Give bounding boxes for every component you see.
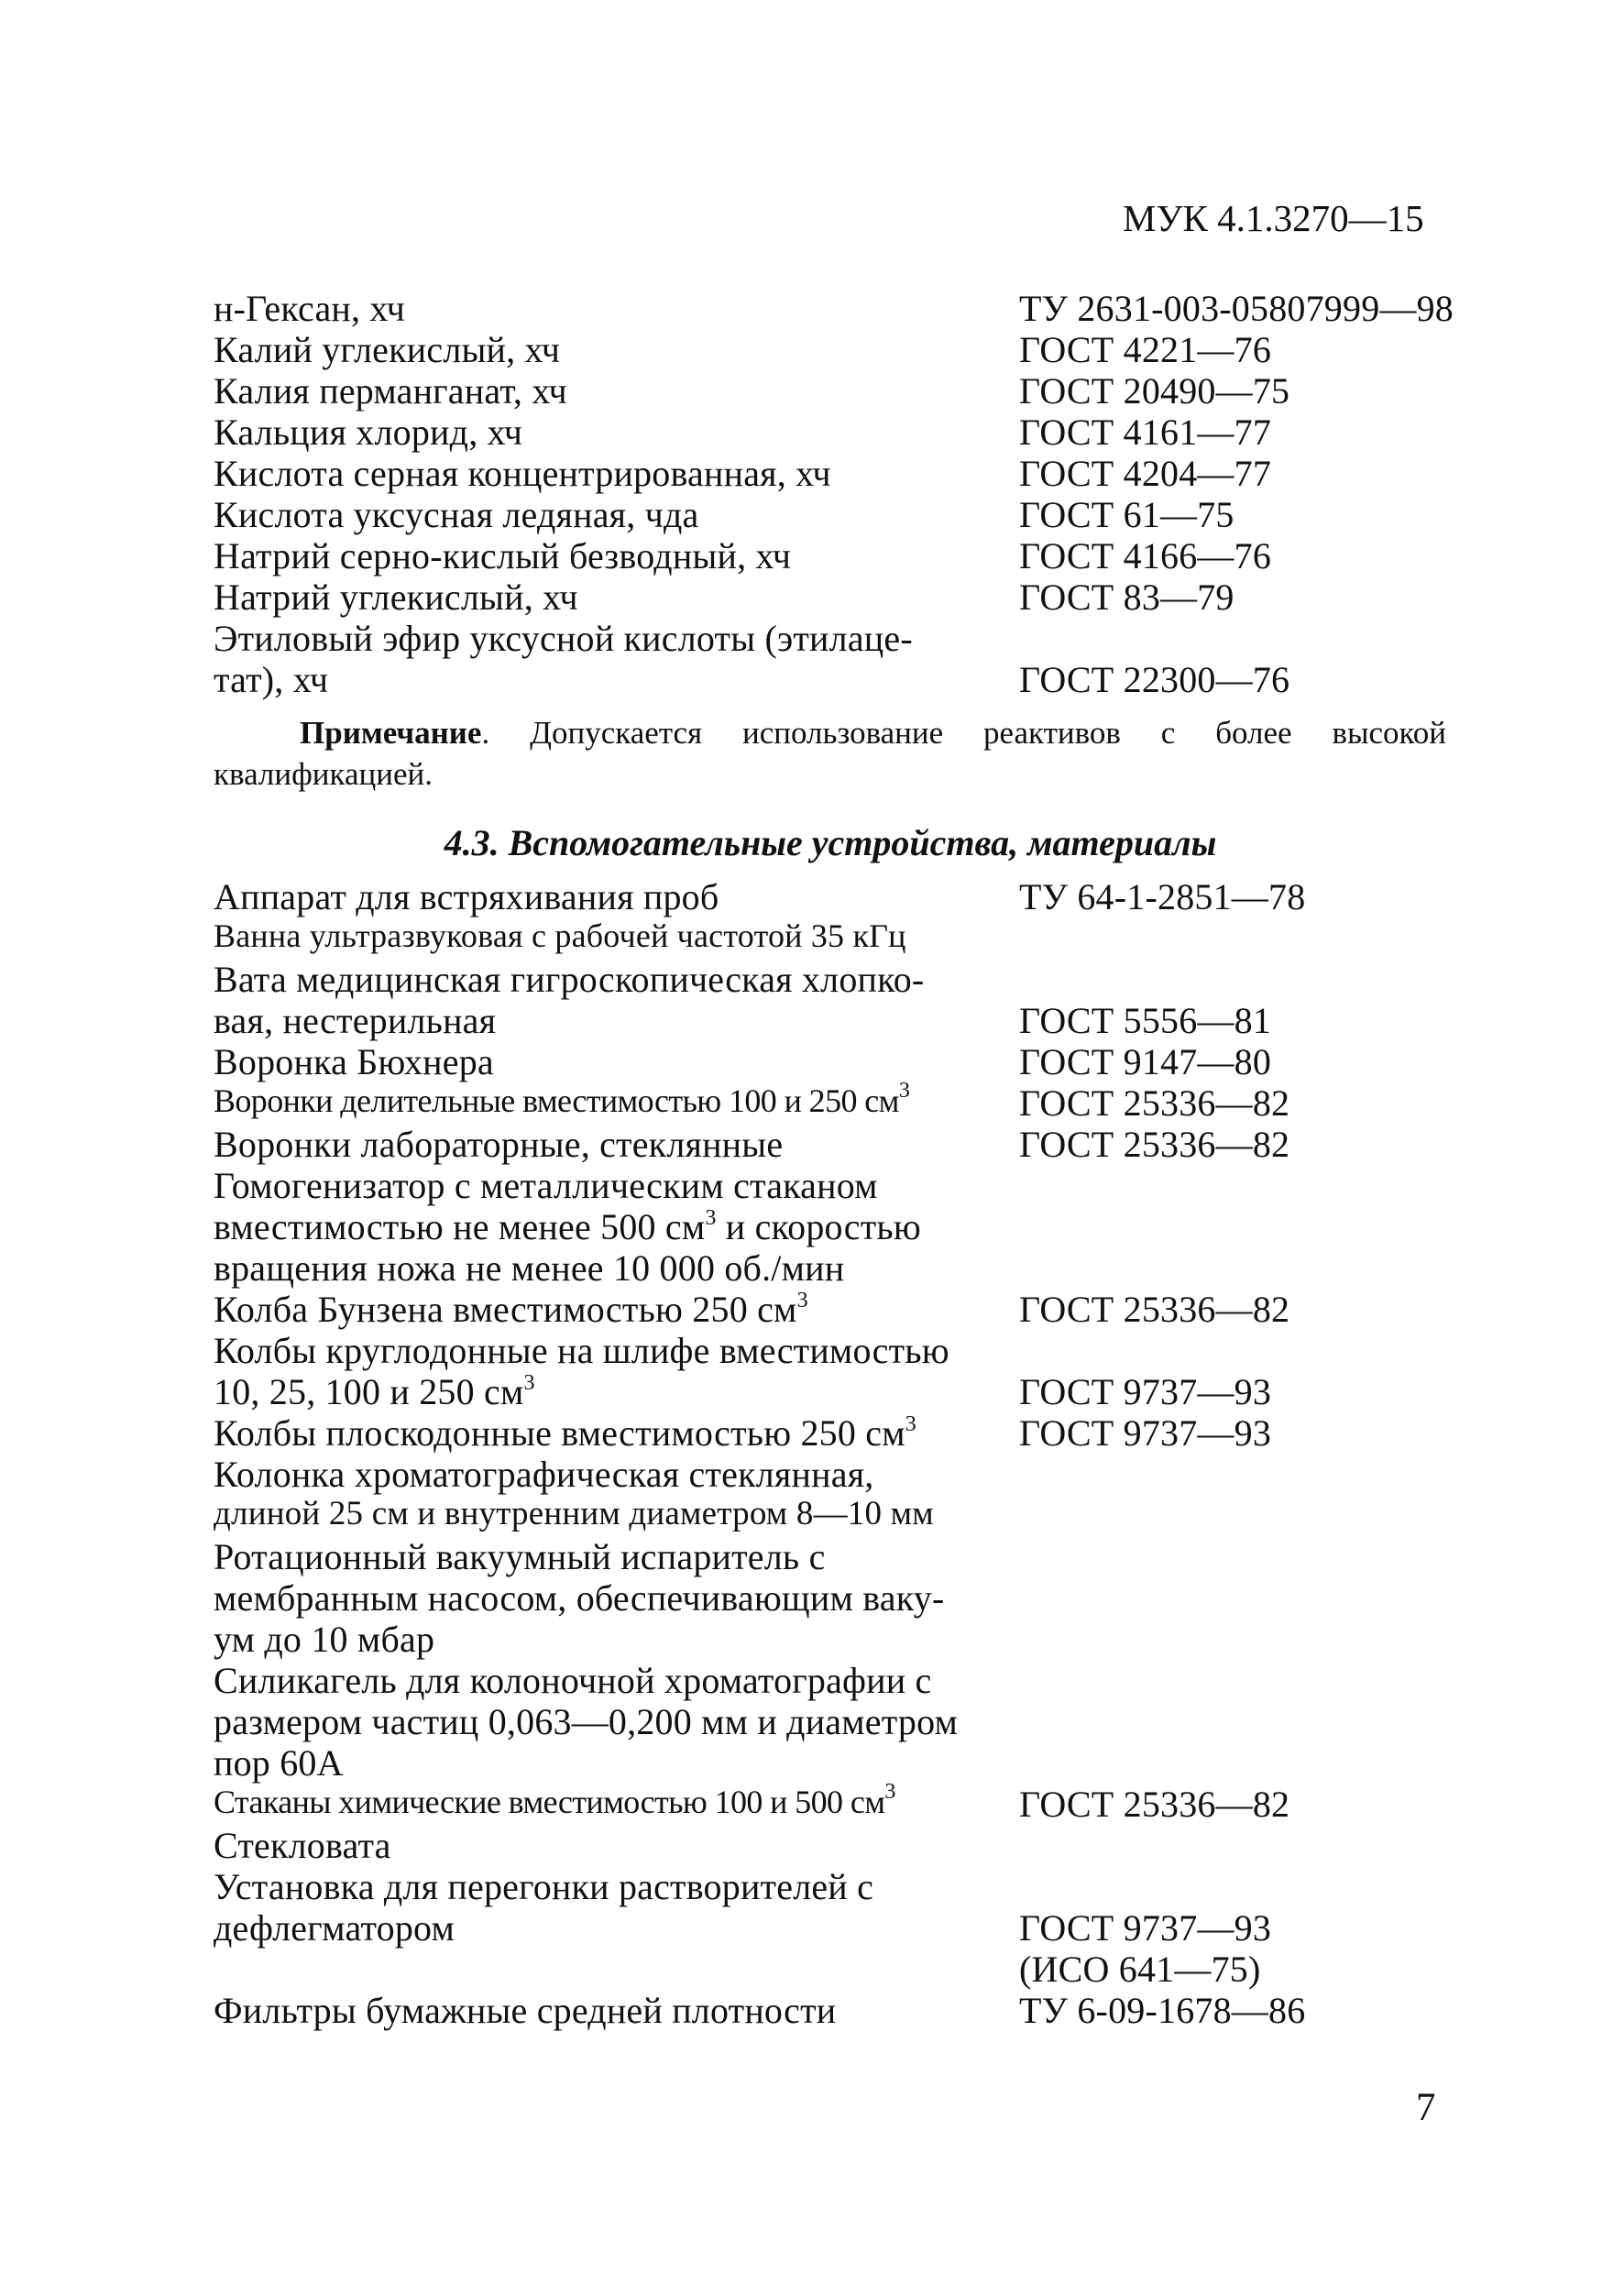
item-standard: ГОСТ 4166—76 <box>1019 535 1272 576</box>
list-item <box>0 1576 1624 1618</box>
list-item <box>0 1659 1624 1700</box>
item-standard: ГОСТ 9737—93 <box>1019 1412 1272 1454</box>
item-name: Гомогенизатор с металлическим стаканом <box>214 1165 878 1206</box>
item-standard: ГОСТ 83—79 <box>1019 576 1234 618</box>
item-name: Стекловата <box>214 1825 391 1866</box>
list-item <box>0 1865 1624 1906</box>
item-name: Воронки лабораторные, стеклянные <box>214 1124 784 1165</box>
item-name: ум до 10 мбар <box>214 1619 435 1660</box>
superscript: 3 <box>884 1780 895 1804</box>
page-number: 7 <box>1416 2086 1436 2129</box>
item-standard: ТУ 2631-003-05807999—98 <box>1019 288 1454 329</box>
list-item <box>0 1040 1624 1082</box>
item-name: Воронка Бюхнера <box>214 1041 494 1082</box>
item-standard: ГОСТ 4221—76 <box>1019 329 1272 370</box>
list-item <box>0 1246 1624 1288</box>
list-item <box>0 1700 1624 1741</box>
item-name: Колонка хроматографическая стеклянная, <box>214 1454 874 1495</box>
item-name: Натрий серно-кислый безводный, хч <box>214 535 792 576</box>
item-name <box>214 1780 895 1821</box>
item-name: Калия перманганат, хч <box>214 370 567 412</box>
superscript: 3 <box>898 1079 910 1103</box>
item-standard: ГОСТ 61—75 <box>1019 494 1234 535</box>
list-item <box>0 1329 1624 1370</box>
item-name <box>214 1370 535 1413</box>
item-name: мембранным насосом, обеспечивающим ваку- <box>214 1577 945 1619</box>
list-item <box>0 1288 1624 1329</box>
list-item <box>0 1824 1624 1865</box>
superscript: 3 <box>705 1206 717 1230</box>
item-name-text: 10, 25, 100 и 250 см <box>214 1371 524 1412</box>
item-standard: ГОСТ 25336—82 <box>1019 1082 1290 1124</box>
item-name: Этиловый эфир уксусной кислоты (этилаце- <box>214 618 913 659</box>
item-name: вая, нестерильная <box>214 1000 497 1041</box>
item-standard: ГОСТ 5556—81 <box>1019 1000 1272 1041</box>
item-name-text: Колба Бунзена вместимостью 250 см <box>214 1289 797 1330</box>
item-name: Кальция хлорид, хч <box>214 412 523 453</box>
item-name: Фильтры бумажные средней плотности <box>214 1990 837 2031</box>
item-name: вращения ножа не менее 10 000 об./мин <box>214 1247 845 1289</box>
item-name: Аппарат для встряхивания проб <box>214 876 719 917</box>
section-heading: 4.3. Вспомогательные устройства, материалы <box>444 822 1217 863</box>
superscript: 3 <box>523 1371 535 1395</box>
item-name: Кислота уксусная ледяная, чда <box>214 494 699 535</box>
item-name: длиной 25 см и внутренним диаметром 8—10 мм <box>214 1495 934 1532</box>
list-item <box>0 875 1624 917</box>
item-standard: ГОСТ 4161—77 <box>1019 412 1272 453</box>
item-name-text: Воронки делительные вместимостью 100 и 250 см <box>214 1082 899 1119</box>
item-name: Ротационный вакуумный испаритель с <box>214 1536 826 1577</box>
list-item <box>0 1453 1624 1494</box>
item-standard: ТУ 6-09-1678—86 <box>1019 1990 1306 2031</box>
item-name-text: Колбы плоскодонные вместимостью 250 см <box>214 1412 905 1454</box>
list-item <box>0 1741 1624 1783</box>
item-name: Вата медицинская гигроскопическая хлопко- <box>214 959 925 1000</box>
item-name: Силикагель для колоночной хроматографии с <box>214 1660 932 1701</box>
list-item <box>0 1906 1624 1948</box>
superscript: 3 <box>796 1289 808 1312</box>
list-item <box>0 1079 1624 1124</box>
list-item <box>0 1948 1624 1989</box>
item-name: Натрий углекислый, хч <box>214 576 578 618</box>
item-standard: ГОСТ 25336—82 <box>1019 1784 1290 1825</box>
note-text: . Допускается использование реактивов с более высокой квалификацией. <box>214 715 1446 792</box>
item-name-text: Стаканы химические вместимостью 100 и 500 см <box>214 1784 885 1820</box>
item-name-suffix: и скоростью <box>716 1206 921 1247</box>
item-name: пор 60А <box>214 1742 344 1784</box>
item-standard: ТУ 64-1-2851—78 <box>1019 876 1306 917</box>
item-name <box>214 1079 910 1120</box>
item-name: Установка для перегонки растворителей с <box>214 1866 874 1907</box>
list-item <box>0 1989 1624 2030</box>
list-item <box>0 1494 1624 1535</box>
item-name: Колбы круглодонные на шлифе вместимостью <box>214 1330 949 1371</box>
item-name <box>214 1205 921 1248</box>
item-standard: ГОСТ 9737—93 <box>1019 1907 1272 1949</box>
list-item <box>0 999 1624 1040</box>
list-item <box>0 1370 1624 1411</box>
item-name <box>214 1411 916 1455</box>
list-item <box>0 958 1624 999</box>
note-label: Примечание <box>300 715 482 751</box>
item-standard: (ИСО 641—75) <box>1019 1949 1261 1990</box>
item-standard: ГОСТ 22300—76 <box>1019 659 1290 700</box>
list-item <box>0 1123 1624 1164</box>
item-standard: ГОСТ 25336—82 <box>1019 1124 1290 1165</box>
item-name: Ванна ультразвуковая с рабочей частотой 35 кГц <box>214 917 906 954</box>
list-item <box>0 917 1624 958</box>
item-standard: ГОСТ 9737—93 <box>1019 1371 1272 1412</box>
item-standard: ГОСТ 25336—82 <box>1019 1289 1290 1330</box>
list-item <box>0 1411 1624 1453</box>
item-name: Кислота серная концентрированная, хч <box>214 453 831 494</box>
item-standard: ГОСТ 20490—75 <box>1019 370 1290 412</box>
item-name: н-Гексан, хч <box>214 288 405 329</box>
item-name-text: вместимостью не менее 500 см <box>214 1206 706 1247</box>
list-item <box>0 1164 1624 1205</box>
superscript: 3 <box>905 1412 916 1436</box>
item-name <box>214 1288 808 1331</box>
item-standard: ГОСТ 9147—80 <box>1019 1041 1272 1082</box>
list-item <box>0 1780 1624 1825</box>
item-standard: ГОСТ 4204—77 <box>1019 453 1272 494</box>
item-name: тат), хч <box>214 659 329 700</box>
document-code: МУК 4.1.3270—15 <box>1123 197 1424 239</box>
item-name: дефлегматором <box>214 1907 455 1949</box>
list-item <box>0 1618 1624 1659</box>
item-name: Калий углекислый, хч <box>214 329 561 370</box>
list-item <box>0 1205 1624 1246</box>
item-name: размером частиц 0,063—0,200 мм и диаметром <box>214 1701 959 1742</box>
list-item <box>0 1535 1624 1576</box>
